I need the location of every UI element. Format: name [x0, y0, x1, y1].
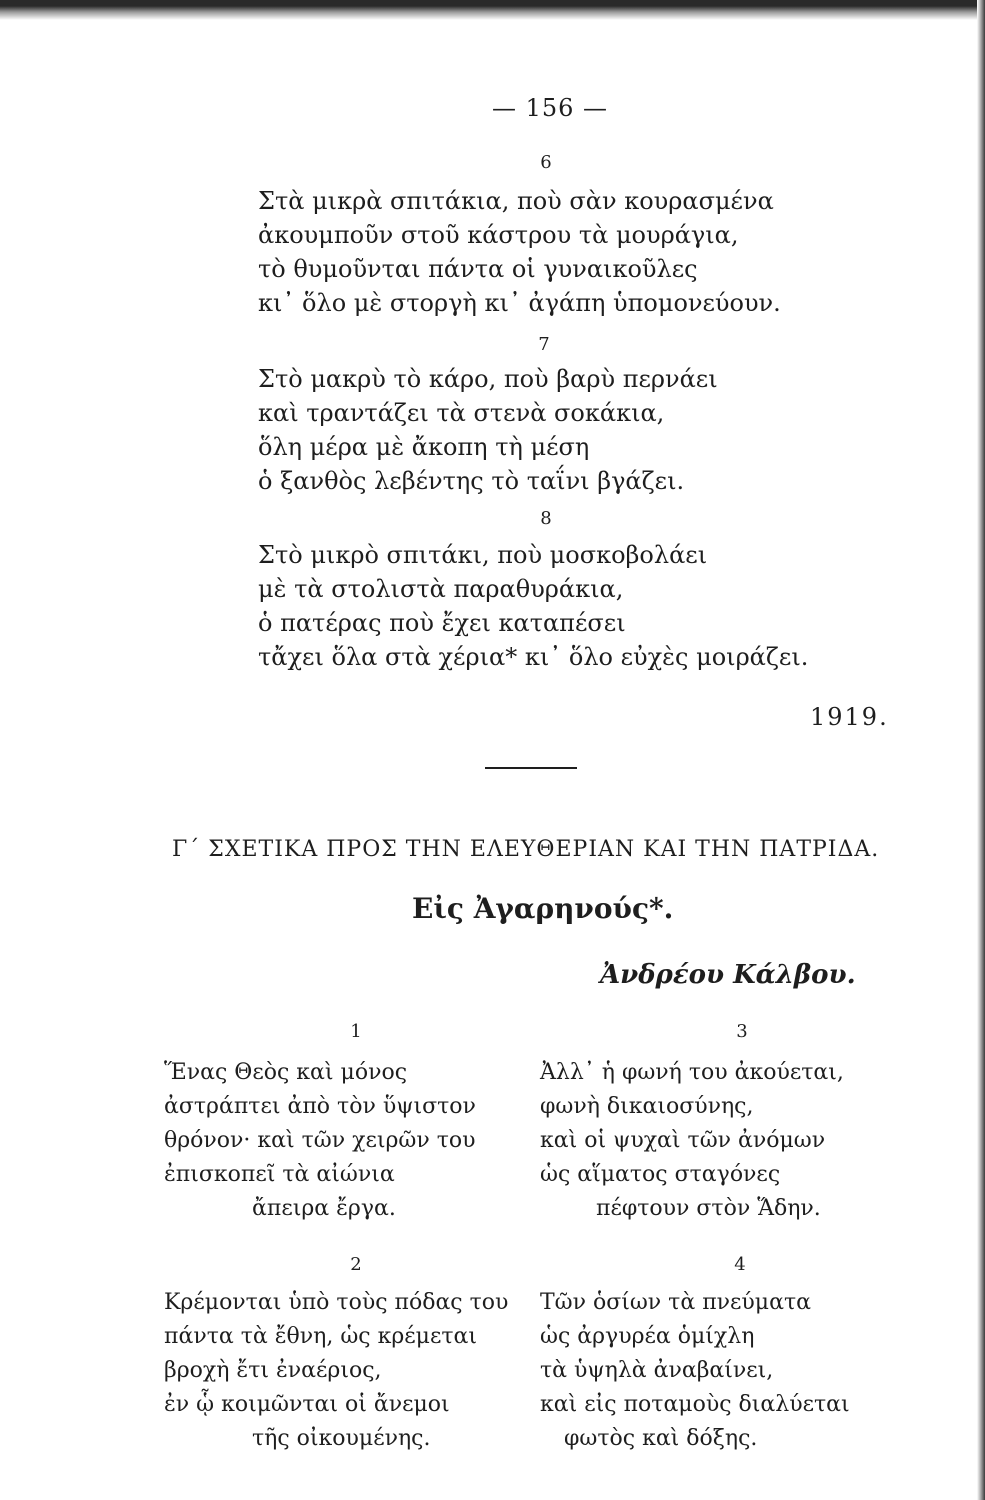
verse-line: Στὸ μικρὸ σπιτάκι, ποὺ μοσκοβολάει [258, 541, 708, 569]
poem-stanza-4 [540, 1286, 850, 1456]
verse-line: Τῶν ὁσίων τὰ πνεύματα [540, 1290, 811, 1315]
verse-line: Ἕνας Θεὸς καὶ μόνος [164, 1060, 408, 1085]
verse-line: Ἀλλ᾽ ἡ φωνή του ἀκούεται, [540, 1060, 844, 1085]
verse-line: ἐπισκοπεῖ τὰ αἰώνια [164, 1162, 395, 1187]
verse-line: τἄχει ὅλα στὰ χέρια* κι᾽ ὅλο εὐχὲς μοιράζει. [258, 643, 809, 671]
verse-line: φωνὴ δικαιοσύνης, [540, 1094, 754, 1119]
verse-line: τὰ ὑψηλὰ ἀναβαίνει, [540, 1358, 774, 1383]
verse-line: τῆς οἰκουμένης. [252, 1426, 431, 1451]
verse-line: τὸ θυμοῦνται πάντα οἱ γυναικοῦλες [258, 255, 698, 283]
verse-line: πάντα τὰ ἔθνη, ὡς κρέμεται [164, 1324, 478, 1349]
verse-line: ἀστράπτει ἀπὸ τὸν ὕψιστον [164, 1094, 476, 1119]
verse-line: Στὸ μακρὺ τὸ κάρο, ποὺ βαρὺ περνάει [258, 365, 718, 393]
section-divider [485, 767, 577, 769]
section-heading: Γ΄ ΣΧΕΤΙΚΑ ΠΡΟΣ ΤΗΝ ΕΛΕΥΘΕΡΙΑΝ ΚΑΙ ΤΗΝ ΠΑΤΡΙΔΑ. [172, 837, 880, 862]
verse-line: Στὰ μικρὰ σπιτάκια, ποὺ σὰν κουρασμένα [258, 187, 774, 215]
verse-line: βροχὴ ἔτι ἐναέριος, [164, 1358, 382, 1383]
poem-stanza-2 [164, 1286, 508, 1456]
verse-line: ἐν ᾧ κοιμῶνται οἱ ἄνεμοι [164, 1392, 450, 1417]
verse-line: φωτὸς καὶ δόξης. [564, 1426, 758, 1451]
verse-line: θρόνον· καὶ τῶν χειρῶν του [164, 1128, 476, 1153]
poem-date: 1919. [810, 703, 889, 731]
verse-line: καὶ εἰς ποταμοὺς διαλύεται [540, 1392, 850, 1417]
verse-line: Κρέμονται ὑπὸ τοὺς πόδας του [164, 1290, 509, 1315]
poem-stanza-1 [164, 1056, 476, 1226]
page-number: — 156 — [491, 94, 609, 122]
verse-line: κι᾽ ὅλο μὲ στοργὴ κι᾽ ἀγάπη ὑπομονεύουν. [258, 289, 781, 317]
stanza-number: 2 [350, 1254, 362, 1275]
scan-edge-right [977, 0, 985, 1500]
verse-line: ὁ πατέρας ποὺ ἔχει καταπέσει [258, 609, 626, 637]
verse-line: ὡς ἀργυρέα ὁμίχλη [540, 1324, 755, 1349]
poem-stanza-3 [540, 1056, 844, 1226]
verse-line: πέφτουν στὸν Ἅδην. [596, 1196, 821, 1221]
stanza-number: 1 [350, 1021, 362, 1042]
stanza-number: 3 [736, 1021, 748, 1042]
verse-line: ὅλη μέρα μὲ ἄκοπη τὴ μέση [258, 433, 590, 461]
stanza-7 [258, 362, 718, 498]
verse-line: καὶ οἱ ψυχαὶ τῶν ἀνόμων [540, 1128, 826, 1153]
poem-title: Εἰς Ἀγαρηνούς*. [412, 892, 674, 925]
stanza-8 [258, 538, 808, 674]
verse-line: ἀκουμποῦν στοῦ κάστρου τὰ μουράγια, [258, 221, 739, 249]
verse-line: καὶ τραντάζει τὰ στενὰ σοκάκια, [258, 399, 665, 427]
stanza-6 [258, 184, 781, 320]
stanza-number: 7 [538, 334, 550, 355]
verse-line: ὡς αἵματος σταγόνες [540, 1162, 781, 1187]
verse-line: ὁ ξανθὸς λεβέντης τὸ ταΐνι βγάζει. [258, 467, 685, 495]
scan-edge-top [0, 0, 985, 20]
stanza-number: 8 [540, 508, 552, 529]
verse-line: ἄπειρα ἔργα. [252, 1196, 396, 1221]
poem-author: Ἀνδρέου Κάλβου. [600, 960, 856, 990]
stanza-number: 4 [734, 1254, 746, 1275]
stanza-number: 6 [540, 152, 552, 173]
verse-line: μὲ τὰ στολιστὰ παραθυράκια, [258, 575, 624, 603]
